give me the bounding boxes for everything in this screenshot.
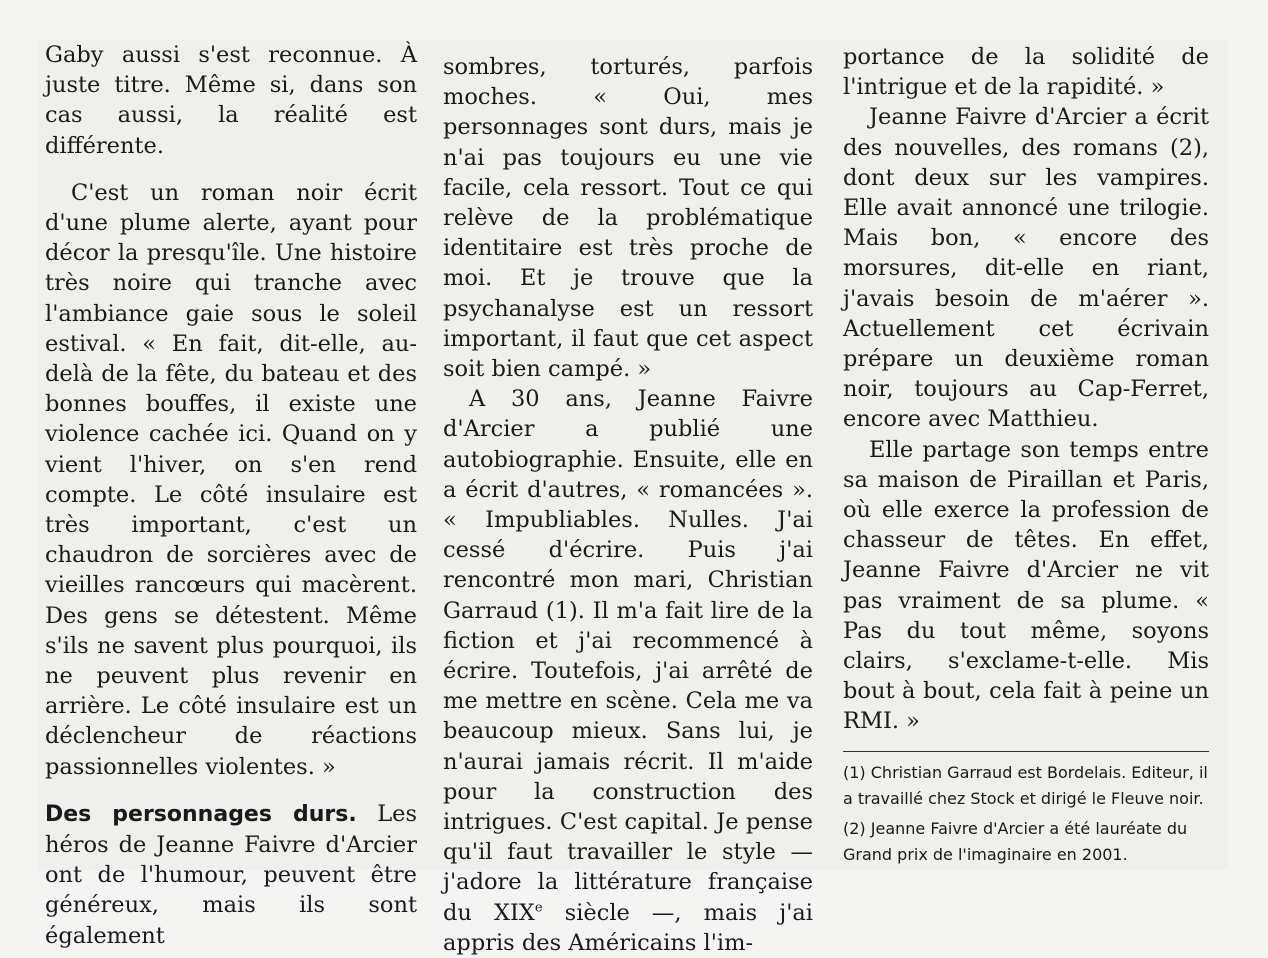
article-column-3 bbox=[843, 42, 1209, 868]
paragraph: Elle partage son temps entre sa maison de Piraillan et Paris, où elle exerce la profession de chasseur de têtes. En effet, Jeanne Faivre d'Arcier ne vit pas vraiment de sa plume. « Pas du tout même, soyons clairs, s'exclame-t-elle. Mis bout à bout, cela fait à peine un RMI. » bbox=[843, 436, 1209, 735]
footnote: (1) Christian Garraud est Bordelais. Editeur, il a travaillé chez Stock et dirigé le Fleuve noir. bbox=[843, 762, 1208, 808]
paragraph bbox=[443, 384, 813, 958]
paragraph: Gaby aussi s'est reconnue. À juste titre. Même si, dans son cas aussi, la réalité est différente. bbox=[45, 42, 417, 159]
paragraph-text: Les héros de Jeanne Faivre d'Arcier ont de l'humour, peuvent être généreux, mais ils sont également bbox=[45, 800, 417, 949]
paragraph bbox=[45, 799, 417, 951]
section-subheading: Des personnages durs. bbox=[45, 801, 357, 827]
article-column-1 bbox=[45, 40, 417, 951]
paragraph-text: siècle —, mais j'ai appris des Américains l'im- bbox=[443, 899, 813, 956]
paragraph: Jeanne Faivre d'Arcier a écrit des nouvelles, des romans (2), dont deux sur les vampires. Elle avait annoncé une trilogie. Mais bon, « encore des morsures, dit-elle en riant, j'avais besoin de m'aérer ». Actuellement cet écrivain prépare un deuxième roman noir, toujours au Cap-Ferret, encore avec Matthieu. bbox=[843, 104, 1209, 433]
superscript: e bbox=[534, 900, 543, 916]
footnote-divider bbox=[843, 751, 1209, 752]
paragraph: sombres, torturés, parfois moches. « Oui, mes personnages sont durs, mais je n'ai pas toujours eu une vie facile, cela ressort. Tout ce qui relève de la problématique identitaire est très proche de moi. Et je trouve que la psychanalyse est un ressort important, il faut que cet aspect soit bien campé. » bbox=[443, 54, 813, 383]
paragraph-text: A 30 ans, Jeanne Faivre d'Arcier a publié une autobiographie. Ensuite, elle en a écrit d'autres, « romancées ». « Impubliables. Nulles. J'ai cessé d'écrire. Puis j'ai rencontré mon mari, Christian Garraud (1). Il m'a fait lire de la fiction et j'ai recommencé à écrire. Toutefois, j'ai arrêté de me mettre en scène. Cela me va beaucoup mieux. Sans lui, je n'aurai jamais récrit. Il m'aide pour la construction des intrigues. C'est capital. Je pense qu'il faut travailler le style — j'adore la littérature française du XIX bbox=[443, 386, 813, 926]
article-column-2 bbox=[443, 52, 813, 958]
paragraph: portance de la solidité de l'intrigue et de la rapidité. » bbox=[843, 44, 1209, 101]
footnote: (2) Jeanne Faivre d'Arcier a été lauréate du Grand prix de l'imaginaire en 2001. bbox=[843, 818, 1188, 864]
paragraph: C'est un roman noir écrit d'une plume alerte, ayant pour décor la presqu'île. Une histoire très noire qui tranche avec l'ambiance gaie sous le soleil estival. « En fait, dit-elle, au-delà de la fête, du bateau et des bonnes bouffes, il existe une violence cachée ici. Quand on y vient l'hiver, on s'en rend compte. Le côté insulaire est très important, c'est un chaudron de sorcières avec de vieilles rancœurs qui macèrent. Des gens se détestent. Même s'ils ne savent plus pourquoi, ils ne peuvent plus revenir en arrière. Le côté insulaire est un déclencheur de réactions passionnelles violentes. » bbox=[45, 179, 417, 780]
